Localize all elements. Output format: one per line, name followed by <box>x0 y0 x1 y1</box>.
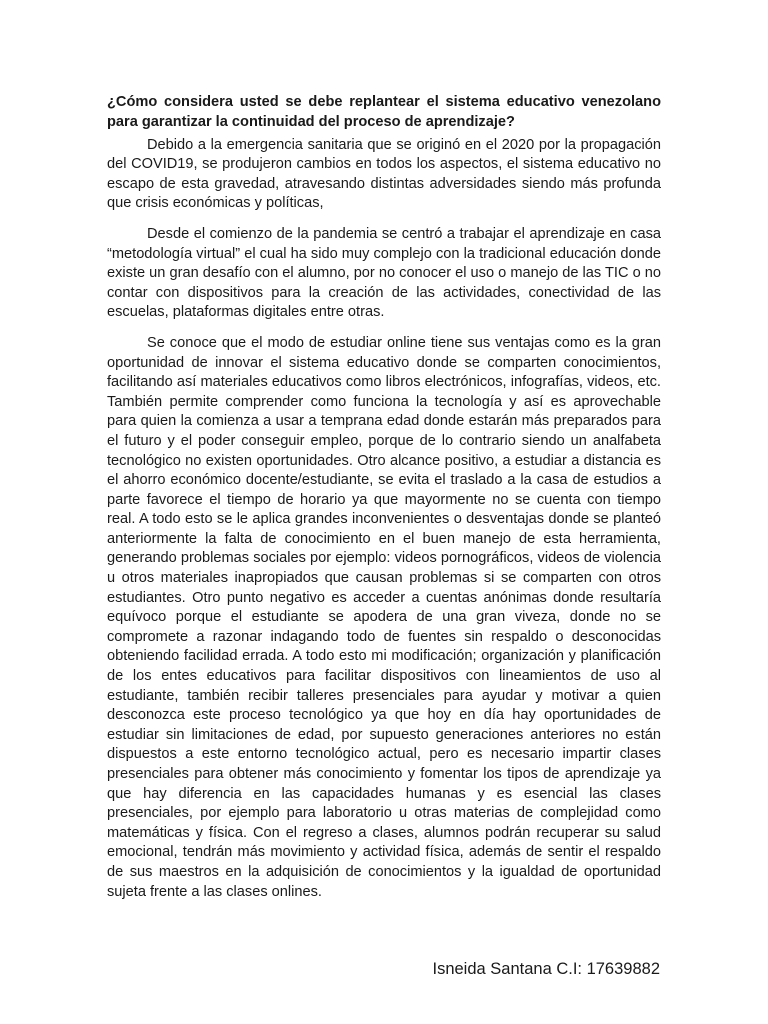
author-signature: Isneida Santana C.I: 17639882 <box>432 960 660 978</box>
document-title: ¿Cómo considera usted se debe replantear el sistema educativo venezolano para garantizar la continuidad del proceso de aprendizaje? <box>107 94 661 130</box>
paragraph-1: Debido a la emergencia sanitaria que se originó en el 2020 por la propagación del COVID19, se produjeron cambios en todos los aspectos, el sistema educativo no escapo de esta gravedad, atravesando distintas adversidades siendo más profunda que crisis económicas y políticas, <box>107 136 661 212</box>
document-body <box>107 93 661 913</box>
paragraph-2: Desde el comienzo de la pandemia se centró a trabajar el aprendizaje en casa “metodología virtual” el cual ha sido muy complejo con la tradicional educación donde existe un gran desafío con el alumno, por no conocer el uso o manejo de las TIC o no contar con dispositivos para la creación de las actividades, conectividad de las escuelas, plataformas digitales entre otras. <box>107 225 661 321</box>
paragraph-3: Se conoce que el modo de estudiar online tiene sus ventajas como es la gran oportunidad de innovar el sistema educativo donde se comparten conocimientos, facilitando así materiales educativos como libros electrónicos, infografías, videos, etc. También permite comprender como funciona la tecnología y así es aprovechable para quien la comienza a usar a temprana edad donde estarán más preparados para el futuro y el poder conseguir empleo, porque de lo contrario siendo un analfabeta tecnológico no existen oportunidades. Otro alcance positivo, a estudiar a distancia es el ahorro económico docente/estudiante, se evita el traslado a la casa de estudios a parte favorece el tiempo de horario ya que mayormente no se cuenta con tiempo real. A todo esto se le aplica grandes inconvenientes o desventajas donde se planteó anteriormente la falta de conocimiento en el buen manejo de esta herramienta, generando problemas sociales por ejemplo: videos pornográficos, videos de violencia u otros materiales inapropiados que causan problemas si se comparten con otros estudiantes. Otro punto negativo es acceder a cuentas anónimas donde resultaría equívoco porque el estudiante se apodera de una gran viveza, donde no se compromete a razonar indagando todo de fuentes sin respaldo o desconocidas obteniendo facilidad errada. A todo esto mi modificación; organización y planificación de los entes educativos para facilitar dispositivos con lineamientos de uso al estudiante, también recibir talleres presenciales para ayudar y motivar a quien desconozca este proceso tecnológico ya que hoy en día hay oportunidades de estudiar sin limitaciones de edad, por supuesto generaciones anteriores no están dispuestos a este entorno tecnológico actual, pero es necesario impartir clases presenciales para obtener más conocimiento y fomentar los tipos de aprendizaje ya que hay diferencia en las capacidades humanas y es esencial las clases presenciales, por ejemplo para laboratorio u otras materias de complejidad como matemáticas y física. Con el regreso a clases, alumnos podrán recuperar su salud emocional, tendrán más movimiento y actividad física, además de sentir el respaldo de sus maestros en la adquisición de conocimientos y la igualdad de oportunidad sujeta frente a las clases onlines. <box>107 334 661 900</box>
